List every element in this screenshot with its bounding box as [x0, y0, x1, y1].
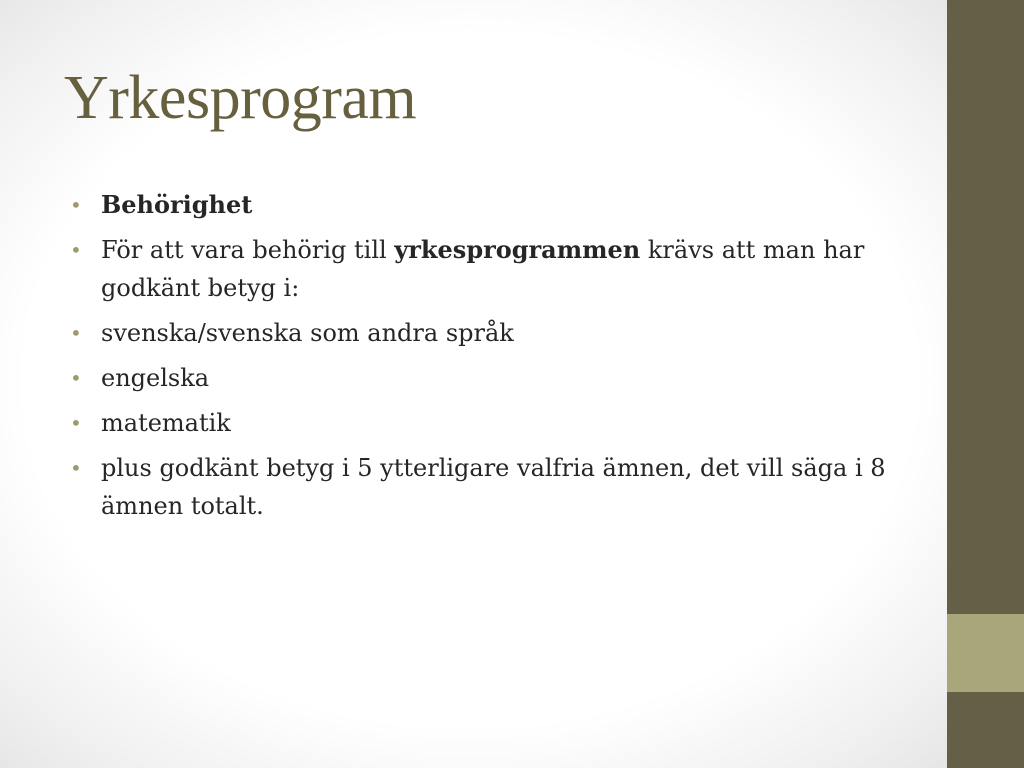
slide-title: Yrkesprogram [64, 64, 417, 132]
bullet-text: engelska [101, 364, 210, 392]
bullet-text-part1: För att vara behörig till [101, 236, 395, 264]
bullet-text-bold: yrkesprogrammen [394, 235, 641, 264]
sidebar-accent-block [947, 614, 1024, 692]
bullet-icon: • [70, 193, 82, 217]
bullet-text: Behörighet [101, 190, 253, 219]
bullet-icon: • [70, 321, 82, 345]
bullet-item-engelska [70, 359, 900, 397]
bullet-text: svenska/svenska som andra språk [101, 319, 514, 347]
bullet-item-valfria [70, 449, 900, 525]
bullet-item-svenska [70, 314, 900, 352]
sidebar-bar [947, 0, 1024, 768]
bullet-item-behorighet [70, 186, 900, 224]
bullet-text: plus godkänt betyg i 5 ytterligare valfria ämnen, det vill säga i 8 ämnen totalt. [101, 454, 886, 520]
bullet-item-requirement [70, 231, 900, 307]
bullet-text: matematik [101, 409, 231, 437]
bullet-icon: • [70, 238, 82, 262]
bullet-item-matematik [70, 404, 900, 442]
bullet-list [70, 186, 900, 532]
bullet-icon: • [70, 456, 82, 480]
bullet-icon: • [70, 411, 82, 435]
bullet-text-part2: krävs att man har godkänt betyg i: [101, 236, 865, 302]
bullet-icon: • [70, 366, 82, 390]
